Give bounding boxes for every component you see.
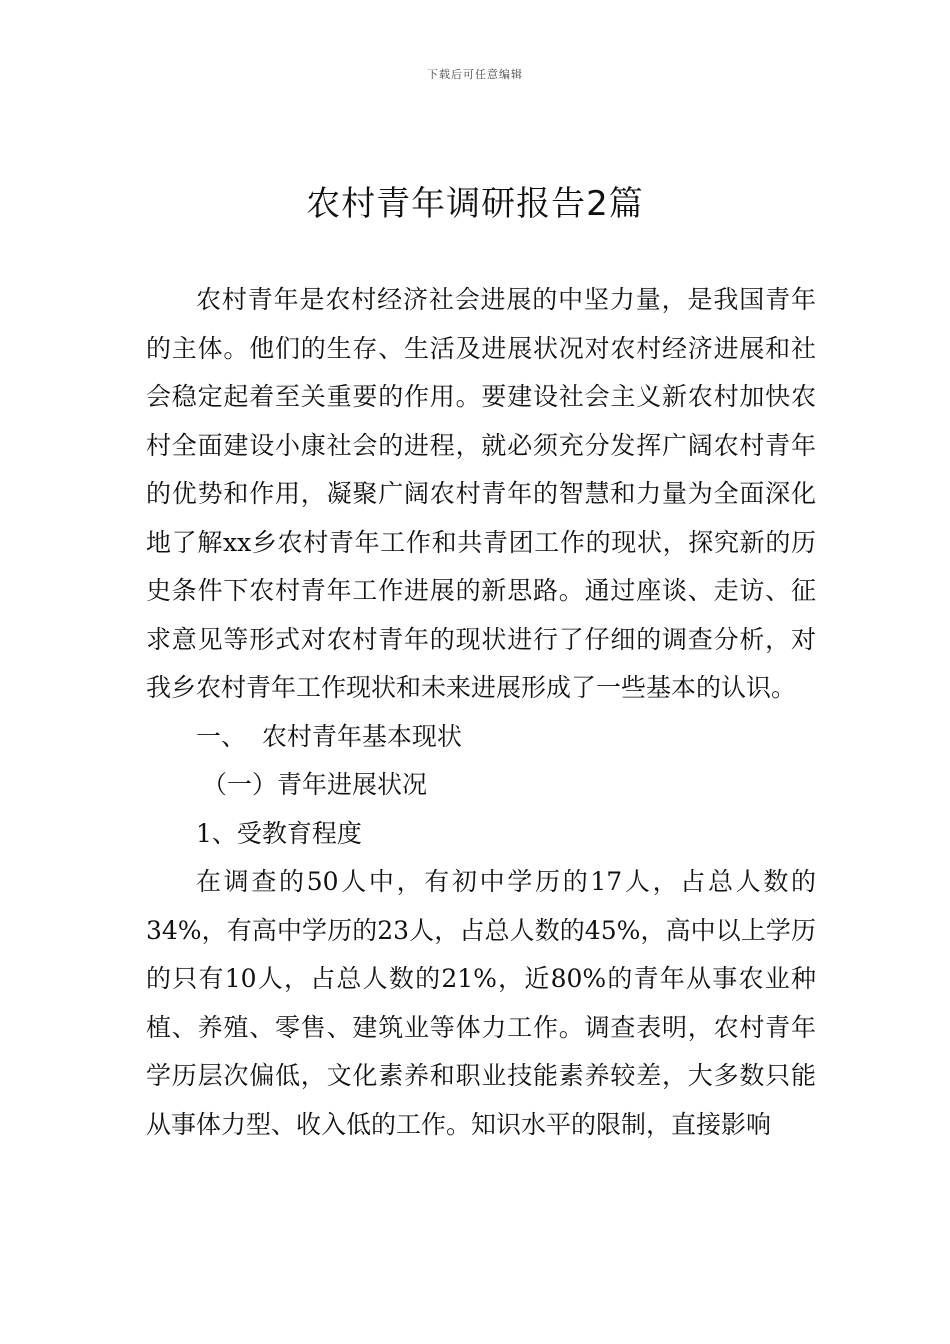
subsection-heading: （一）青年进展状况 <box>202 770 428 799</box>
intro-paragraph: 农村青年是农村经济社会进展的中坚力量，是我国青年的主体。他们的生存、生活及进展状况对农村经济进展和社会稳定起着至关重要的作用。要建设社会主义新农村加快农村全面建设小康社会的进程，就必须充分发挥广阔农村青年的优势和作用，凝聚广阔农村青年的智慧和力量为全面深化地了解xx乡农村青年工作和共青团工作的现状，探究新的历史条件下农村青年工作进展的新思路。通过座谈、走访、征求意见等形式对农村青年的现状进行了仔细的调查分析，对我乡农村青年工作现状和未来进展形成了一些基本的认识。 <box>146 285 816 702</box>
header-note: 下载后可任意编辑 <box>427 68 523 81</box>
document-body <box>146 276 816 1149</box>
education-paragraph: 在调查的50人中，有初中学历的17人，占总人数的34%，有高中学历的23人，占总人数的45%，高中以上学历的只有10人，占总人数的21%，近80%的青年从事农业种植、养殖、零售、建筑业等体力工作。调查表明，农村青年学历层次偏低，文化素养和职业技能素养较差，大多数只能从事体力型、收入低的工作。知识水平的限制，直接影响 <box>146 867 816 1139</box>
section-heading: 一、 农村青年基本现状 <box>196 721 462 751</box>
item-heading: 1、受教育程度 <box>196 818 362 848</box>
document-title: 农村青年调研报告2篇 <box>306 184 644 224</box>
